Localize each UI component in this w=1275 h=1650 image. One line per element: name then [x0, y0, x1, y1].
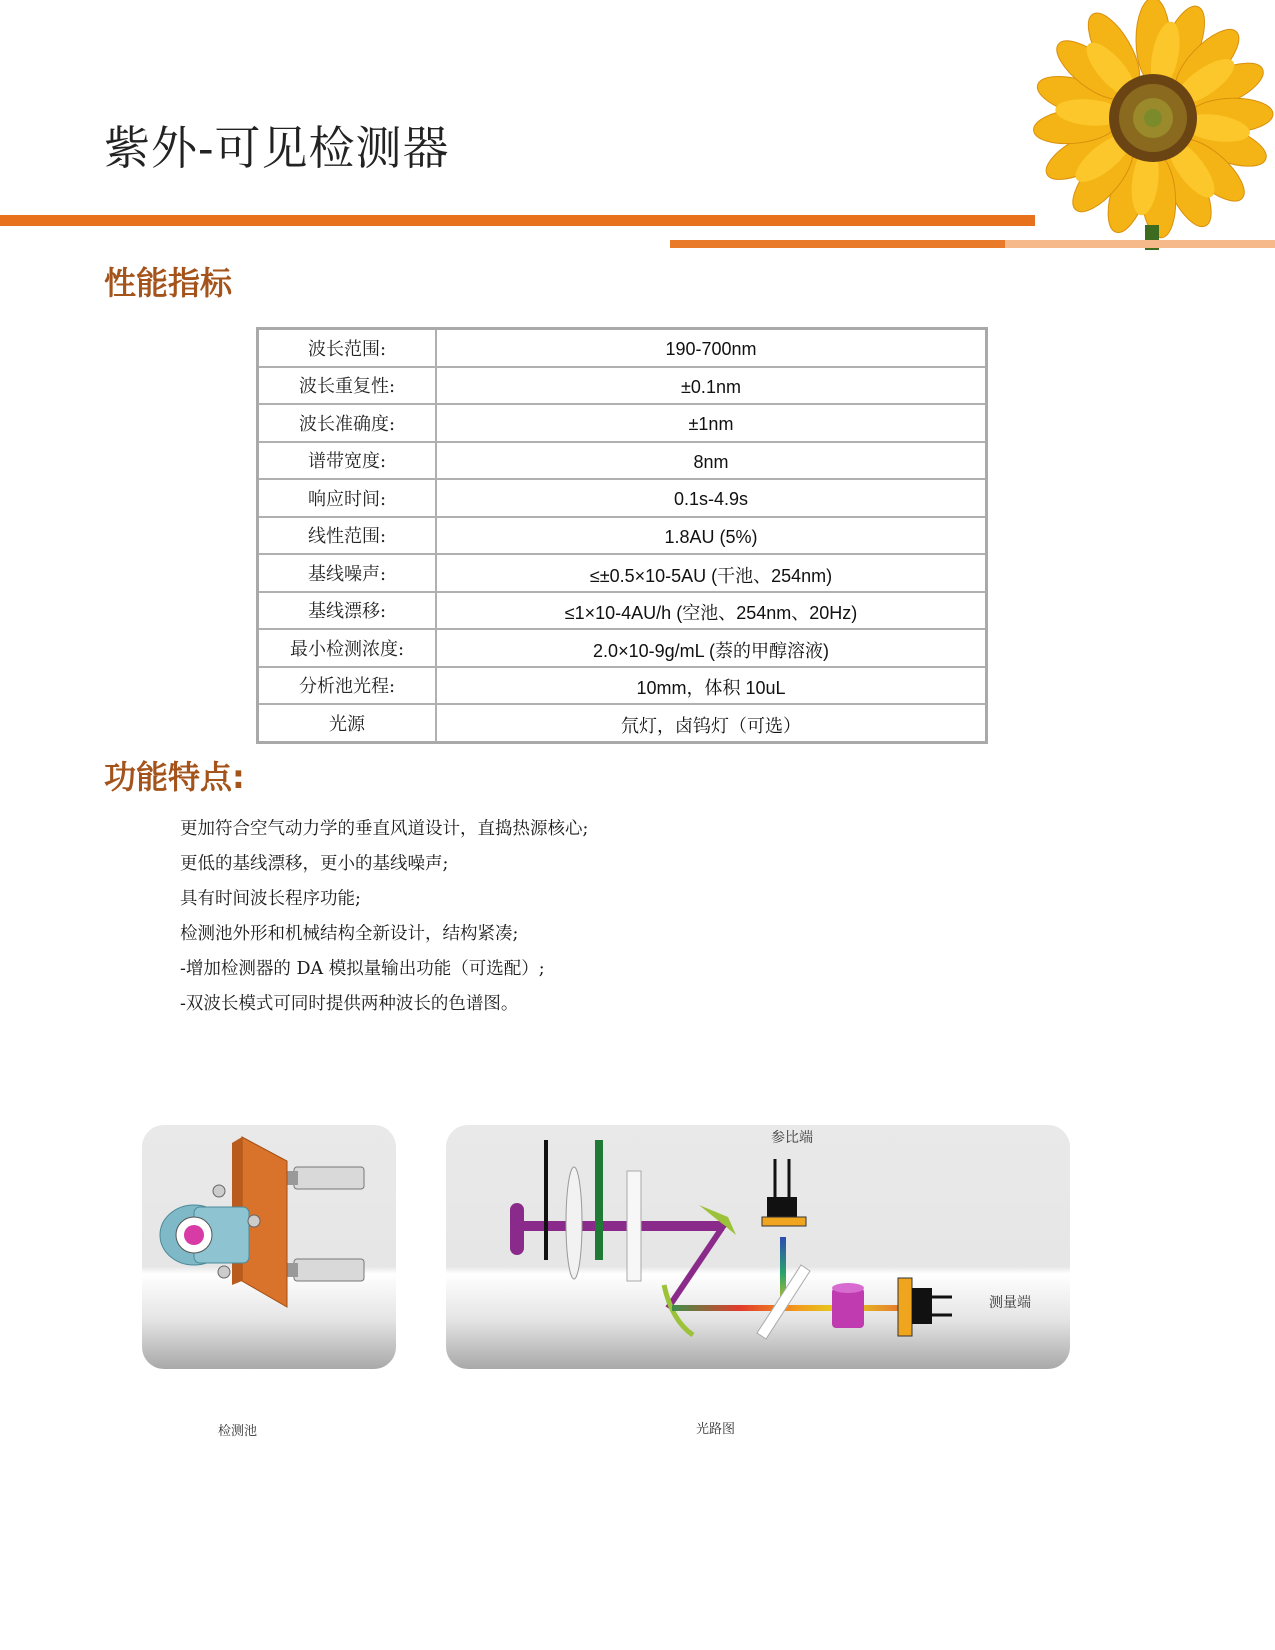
optical-path-figure [446, 1125, 1070, 1369]
detection-cell-figure [142, 1125, 396, 1369]
spec-value: 氘灯，卤钨灯（可选） [436, 704, 987, 742]
spec-row [258, 367, 987, 405]
detection-cell-illustration [142, 1125, 396, 1369]
spec-label: 线性范围: [258, 517, 437, 555]
features-heading: 功能特点: [104, 758, 245, 796]
header-accent-rule [670, 240, 1005, 248]
header-rule [0, 215, 1035, 226]
sunflower-image [1025, 0, 1275, 250]
spec-value: ≤1×10-4AU/h (空池、254nm、20Hz) [436, 592, 987, 630]
feature-item: 更低的基线漂移，更小的基线噪声; [180, 854, 449, 874]
feature-item: -双波长模式可同时提供两种波长的色谱图。 [180, 994, 519, 1014]
spec-label: 响应时间: [258, 479, 437, 517]
spec-row [258, 442, 987, 480]
spec-row [258, 479, 987, 517]
page-title: 紫外-可见检测器 [104, 121, 450, 175]
spec-row [258, 629, 987, 667]
spec-row [258, 704, 987, 742]
spec-value: 8nm [436, 442, 987, 480]
detection-cell-caption: 检测池 [218, 1424, 258, 1439]
measurement-end-label: 测量端 [989, 1295, 1031, 1311]
spec-table [256, 327, 988, 744]
spec-row [258, 554, 987, 592]
spec-row [258, 404, 987, 442]
optical-path-diagram [446, 1125, 1070, 1369]
feature-item: -增加检测器的 DA 模拟量输出功能（可选配）; [180, 959, 545, 979]
feature-item: 检测池外形和机械结构全新设计，结构紧凑; [180, 924, 519, 944]
spec-label: 最小检测浓度: [258, 629, 437, 667]
spec-value: 0.1s-4.9s [436, 479, 987, 517]
spec-label: 波长准确度: [258, 404, 437, 442]
spec-value: ±0.1nm [436, 367, 987, 405]
spec-label: 波长重复性: [258, 367, 437, 405]
spec-label: 波长范围: [258, 329, 437, 367]
spec-label: 基线漂移: [258, 592, 437, 630]
spec-value: 1.8AU (5%) [436, 517, 987, 555]
spec-label: 谱带宽度: [258, 442, 437, 480]
header-accent-rule-light [1005, 240, 1275, 248]
spec-value: 190-700nm [436, 329, 987, 367]
spec-row [258, 329, 987, 367]
feature-item: 更加符合空气动力学的垂直风道设计，直捣热源核心; [180, 819, 589, 839]
spec-label: 基线噪声: [258, 554, 437, 592]
spec-value: 2.0×10-9g/mL (萘的甲醇溶液) [436, 629, 987, 667]
spec-row [258, 592, 987, 630]
spec-label: 光源 [258, 704, 437, 742]
spec-row [258, 667, 987, 705]
specs-heading: 性能指标 [104, 264, 233, 302]
feature-list [180, 812, 588, 1022]
spec-row [258, 517, 987, 555]
spec-value: 10mm，体积 10uL [436, 667, 987, 705]
optical-path-caption: 光路图 [696, 1422, 736, 1437]
feature-item: 具有时间波长程序功能; [180, 889, 361, 909]
spec-label: 分析池光程: [258, 667, 437, 705]
spec-value: ±1nm [436, 404, 987, 442]
spec-value: ≤±0.5×10-5AU (干池、254nm) [436, 554, 987, 592]
reference-end-label: 参比端 [771, 1130, 813, 1146]
